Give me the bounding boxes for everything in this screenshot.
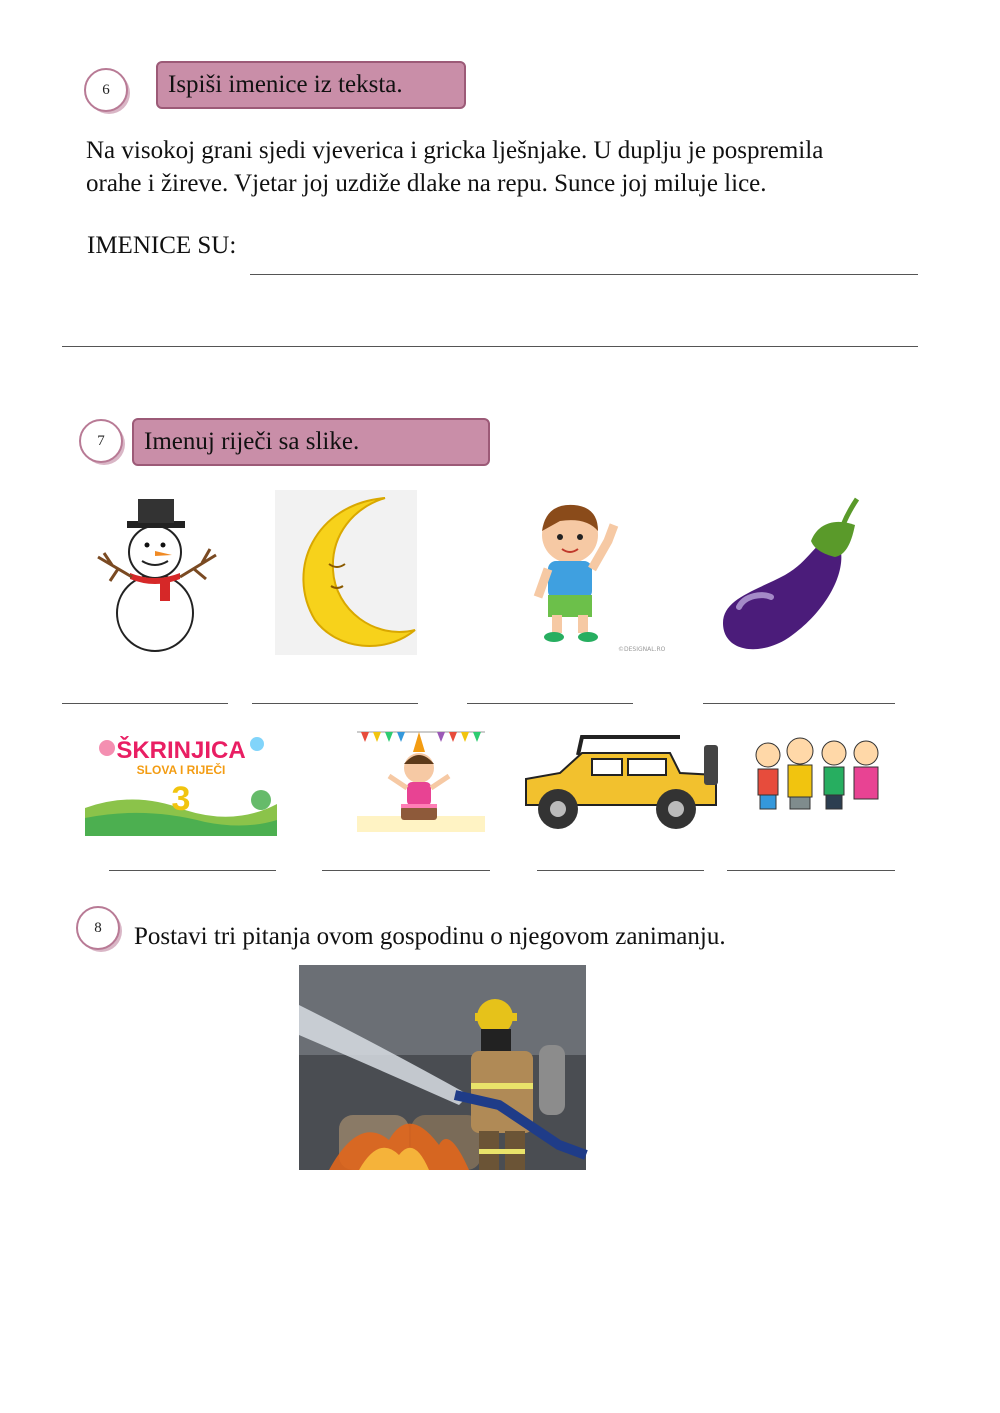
boy-credit: ©DESIGNAL.RO	[618, 646, 666, 653]
boy-picture	[490, 495, 666, 660]
word-line-7[interactable]	[537, 870, 704, 871]
word-line-2[interactable]	[252, 703, 418, 704]
word-line-3[interactable]	[467, 703, 633, 704]
children-picture	[750, 733, 890, 823]
moon-picture	[275, 490, 417, 655]
book-title-line-2: SLOVA I RIJEČI	[136, 763, 226, 777]
word-line-6[interactable]	[322, 870, 490, 871]
word-line-1[interactable]	[62, 703, 228, 704]
answer-label: IMENICE SU:	[87, 232, 237, 259]
eggplant-picture	[715, 495, 865, 657]
word-line-5[interactable]	[109, 870, 276, 871]
task-8-number: 8	[76, 906, 120, 950]
paragraph-line-2: orahe i žireve. Vjetar joj uzdiže dlake na repu. Sunce joj miluje lice.	[86, 170, 767, 197]
word-line-8[interactable]	[727, 870, 895, 871]
task-7-number: 7	[79, 419, 123, 463]
task-6-number: 6	[84, 68, 128, 112]
task-7-instruction: Imenuj riječi sa slike.	[132, 418, 490, 466]
birthday-girl-picture	[357, 728, 485, 832]
task-6-paragraph	[86, 134, 966, 200]
word-line-4[interactable]	[703, 703, 895, 704]
task-8-instruction: Postavi tri pitanja ovom gospodinu o njegovom zanimanju.	[134, 923, 726, 950]
jeep-picture	[520, 733, 720, 833]
answer-line-2[interactable]	[62, 346, 918, 347]
snowman-picture	[90, 495, 225, 655]
task-6-instruction: Ispiši imenice iz teksta.	[156, 61, 466, 109]
book-title-line-1: ŠKRINJICA	[116, 737, 246, 764]
firefighter-picture	[299, 965, 586, 1170]
paragraph-line-1: Na visokoj grani sjedi vjeverica i gricka lješnjake. U duplju je pospremila	[86, 137, 824, 164]
book-number: 3	[171, 780, 191, 818]
answer-line-1[interactable]	[250, 274, 918, 275]
book-cover-picture	[85, 730, 277, 836]
